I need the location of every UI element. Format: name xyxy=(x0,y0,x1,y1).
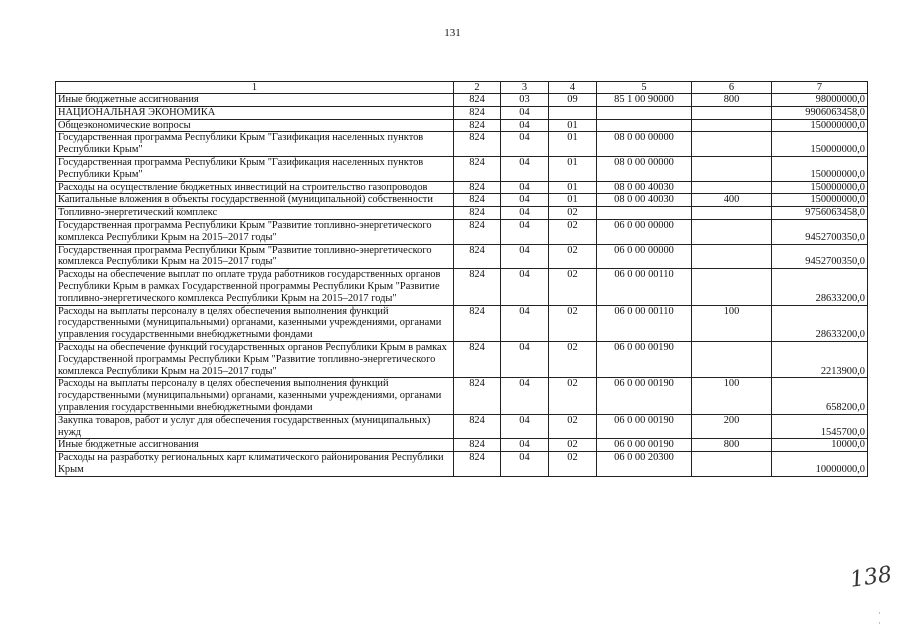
cell-subsection: 01 xyxy=(549,181,597,194)
cell-subsection: 01 xyxy=(549,119,597,132)
cell-subsection xyxy=(549,106,597,119)
cell-target-article: 06 0 00 20300 xyxy=(597,452,692,477)
table-row xyxy=(56,156,868,181)
table-row xyxy=(56,106,868,119)
cell-target-article: 08 0 00 40030 xyxy=(597,194,692,207)
cell-section: 03 xyxy=(501,94,549,107)
cell-admin-code: 824 xyxy=(454,194,501,207)
cell-name: Государственная программа Республики Крым "Газификация населенных пунктов Республики Крым" xyxy=(56,132,454,157)
cell-target-article: 08 0 00 00000 xyxy=(597,156,692,181)
cell-target-article: 06 0 00 00190 xyxy=(597,378,692,414)
table-row xyxy=(56,194,868,207)
cell-admin-code: 824 xyxy=(454,269,501,305)
cell-admin-code: 824 xyxy=(454,94,501,107)
cell-subsection: 01 xyxy=(549,132,597,157)
cell-target-article: 06 0 00 00190 xyxy=(597,439,692,452)
cell-section: 04 xyxy=(501,414,549,439)
cell-amount: 28633200,0 xyxy=(772,305,868,341)
cell-name: Расходы на обеспечение функций государственных органов Республики Крым в рамках Государственной программы Республики Крым "Развитие топливно-энергетического комплекса Республики Крым на 2015–2017 годы" xyxy=(56,341,454,377)
cell-name: Расходы на выплаты персоналу в целях обеспечения выполнения функций государственными (муниципальными) органами, казенными учреждениями, органами управления государственными внебюджетными фондами xyxy=(56,378,454,414)
cell-admin-code: 824 xyxy=(454,305,501,341)
cell-amount: 28633200,0 xyxy=(772,269,868,305)
cell-name: Государственная программа Республики Крым "Развитие топливно-энергетического комплекса Республики Крым на 2015–2017 годы" xyxy=(56,244,454,269)
header-cell: 6 xyxy=(692,82,772,94)
cell-target-article: 08 0 00 00000 xyxy=(597,132,692,157)
cell-target-article: 06 0 00 00190 xyxy=(597,414,692,439)
table-row xyxy=(56,439,868,452)
cell-target-article xyxy=(597,119,692,132)
budget-table xyxy=(55,81,868,477)
cell-subsection: 02 xyxy=(549,244,597,269)
cell-expense-type xyxy=(692,341,772,377)
cell-admin-code: 824 xyxy=(454,341,501,377)
cell-expense-type: 400 xyxy=(692,194,772,207)
cell-target-article: 06 0 00 00110 xyxy=(597,305,692,341)
cell-target-article xyxy=(597,106,692,119)
cell-name: НАЦИОНАЛЬНАЯ ЭКОНОМИКА xyxy=(56,106,454,119)
cell-subsection: 02 xyxy=(549,305,597,341)
cell-section: 04 xyxy=(501,452,549,477)
cell-subsection: 01 xyxy=(549,156,597,181)
cell-amount: 9452700350,0 xyxy=(772,244,868,269)
cell-subsection: 01 xyxy=(549,194,597,207)
cell-expense-type xyxy=(692,156,772,181)
cell-subsection: 02 xyxy=(549,439,597,452)
header-cell: 5 xyxy=(597,82,692,94)
cell-admin-code: 824 xyxy=(454,244,501,269)
header-cell: 1 xyxy=(56,82,454,94)
cell-admin-code: 824 xyxy=(454,452,501,477)
cell-amount: 9756063458,0 xyxy=(772,207,868,220)
cell-name: Расходы на разработку региональных карт климатического районирования Республики Крым xyxy=(56,452,454,477)
margin-mark: · · xyxy=(878,608,881,628)
cell-expense-type xyxy=(692,181,772,194)
cell-expense-type xyxy=(692,244,772,269)
cell-amount: 9452700350,0 xyxy=(772,219,868,244)
handwritten-sheet-number: 138 xyxy=(848,562,894,593)
cell-subsection: 02 xyxy=(549,414,597,439)
cell-amount: 150000000,0 xyxy=(772,132,868,157)
cell-admin-code: 824 xyxy=(454,156,501,181)
cell-expense-type xyxy=(692,219,772,244)
cell-admin-code: 824 xyxy=(454,106,501,119)
cell-amount: 2213900,0 xyxy=(772,341,868,377)
cell-name: Государственная программа Республики Крым "Развитие топливно-энергетического комплекса Республики Крым на 2015–2017 годы" xyxy=(56,219,454,244)
table-row xyxy=(56,414,868,439)
cell-subsection: 02 xyxy=(549,269,597,305)
header-cell: 2 xyxy=(454,82,501,94)
cell-subsection: 02 xyxy=(549,207,597,220)
cell-admin-code: 824 xyxy=(454,132,501,157)
cell-subsection: 09 xyxy=(549,94,597,107)
cell-admin-code: 824 xyxy=(454,207,501,220)
cell-expense-type xyxy=(692,207,772,220)
cell-subsection: 02 xyxy=(549,219,597,244)
cell-admin-code: 824 xyxy=(454,219,501,244)
cell-name: Топливно-энергетический комплекс xyxy=(56,207,454,220)
cell-section: 04 xyxy=(501,181,549,194)
table-row xyxy=(56,244,868,269)
cell-amount: 150000000,0 xyxy=(772,156,868,181)
table-header-row xyxy=(56,82,868,94)
header-cell: 7 xyxy=(772,82,868,94)
cell-target-article xyxy=(597,207,692,220)
cell-name: Капитальные вложения в объекты государственной (муниципальной) собственности xyxy=(56,194,454,207)
cell-amount: 1545700,0 xyxy=(772,414,868,439)
cell-target-article: 06 0 00 00110 xyxy=(597,269,692,305)
cell-name: Государственная программа Республики Крым "Газификация населенных пунктов Республики Крым" xyxy=(56,156,454,181)
cell-amount: 150000000,0 xyxy=(772,119,868,132)
cell-admin-code: 824 xyxy=(454,439,501,452)
cell-admin-code: 824 xyxy=(454,119,501,132)
cell-expense-type: 100 xyxy=(692,305,772,341)
header-cell: 3 xyxy=(501,82,549,94)
cell-name: Расходы на обеспечение выплат по оплате труда работников государственных органов Республики Крым в рамках Государственной программы Республики Крым "Развитие топливно-энергетического комплекса Республики Крым на 2015–2017 годы" xyxy=(56,269,454,305)
table-row xyxy=(56,341,868,377)
cell-amount: 150000000,0 xyxy=(772,181,868,194)
cell-target-article: 06 0 00 00000 xyxy=(597,219,692,244)
table-row xyxy=(56,305,868,341)
cell-section: 04 xyxy=(501,132,549,157)
table-row xyxy=(56,119,868,132)
table-body xyxy=(56,82,868,477)
table-row xyxy=(56,269,868,305)
cell-target-article: 06 0 00 00190 xyxy=(597,341,692,377)
cell-section: 04 xyxy=(501,219,549,244)
cell-name: Иные бюджетные ассигнования xyxy=(56,439,454,452)
table-row xyxy=(56,94,868,107)
cell-section: 04 xyxy=(501,305,549,341)
table-row xyxy=(56,132,868,157)
cell-section: 04 xyxy=(501,341,549,377)
cell-section: 04 xyxy=(501,119,549,132)
cell-amount: 9906063458,0 xyxy=(772,106,868,119)
cell-admin-code: 824 xyxy=(454,181,501,194)
cell-amount: 658200,0 xyxy=(772,378,868,414)
cell-target-article: 06 0 00 00000 xyxy=(597,244,692,269)
cell-amount: 10000,0 xyxy=(772,439,868,452)
cell-admin-code: 824 xyxy=(454,378,501,414)
cell-section: 04 xyxy=(501,244,549,269)
cell-expense-type xyxy=(692,269,772,305)
cell-section: 04 xyxy=(501,269,549,305)
cell-amount: 150000000,0 xyxy=(772,194,868,207)
cell-section: 04 xyxy=(501,156,549,181)
table-row xyxy=(56,219,868,244)
cell-name: Расходы на выплаты персоналу в целях обеспечения выполнения функций государственными (муниципальными) органами, казенными учреждениями, органами управления государственными внебюджетными фондами xyxy=(56,305,454,341)
cell-section: 04 xyxy=(501,207,549,220)
cell-target-article: 08 0 00 40030 xyxy=(597,181,692,194)
cell-section: 04 xyxy=(501,378,549,414)
cell-expense-type xyxy=(692,132,772,157)
cell-section: 04 xyxy=(501,439,549,452)
cell-expense-type: 200 xyxy=(692,414,772,439)
cell-target-article: 85 1 00 90000 xyxy=(597,94,692,107)
cell-expense-type: 800 xyxy=(692,439,772,452)
table-row xyxy=(56,452,868,477)
cell-section: 04 xyxy=(501,194,549,207)
cell-subsection: 02 xyxy=(549,341,597,377)
table-row xyxy=(56,378,868,414)
cell-amount: 98000000,0 xyxy=(772,94,868,107)
table-row xyxy=(56,207,868,220)
cell-name: Иные бюджетные ассигнования xyxy=(56,94,454,107)
cell-section: 04 xyxy=(501,106,549,119)
cell-expense-type xyxy=(692,119,772,132)
cell-expense-type xyxy=(692,106,772,119)
table-row xyxy=(56,181,868,194)
cell-name: Расходы на осуществление бюджетных инвестиций на строительство газопроводов xyxy=(56,181,454,194)
page-number: 131 xyxy=(444,27,461,39)
cell-admin-code: 824 xyxy=(454,414,501,439)
cell-name: Общеэкономические вопросы xyxy=(56,119,454,132)
cell-expense-type: 100 xyxy=(692,378,772,414)
cell-subsection: 02 xyxy=(549,452,597,477)
header-cell: 4 xyxy=(549,82,597,94)
cell-expense-type: 800 xyxy=(692,94,772,107)
cell-expense-type xyxy=(692,452,772,477)
cell-amount: 10000000,0 xyxy=(772,452,868,477)
cell-name: Закупка товаров, работ и услуг для обеспечения государственных (муниципальных) нужд xyxy=(56,414,454,439)
cell-subsection: 02 xyxy=(549,378,597,414)
